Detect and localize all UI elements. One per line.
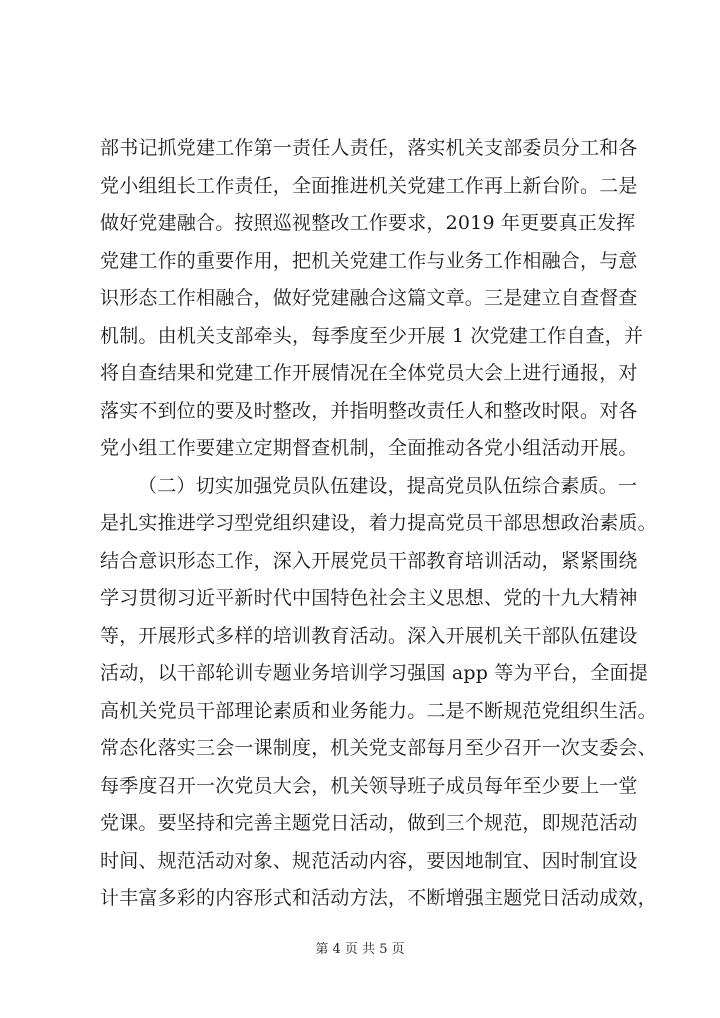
text-line: 部书记抓党建工作第一责任人责任，落实机关支部委员分工和各 <box>100 137 638 159</box>
text-line: 是扎实推进学习型党组织建设，着力提高党员干部思想政治素质。 <box>100 512 657 534</box>
text-line: 计丰富多彩的内容形式和活动方法，不断增强主题党日活动成效， <box>100 887 657 909</box>
text-line: 党小组工作要建立定期督查机制，全面推动各党小组活动开展。 <box>100 437 638 459</box>
text-line: 落实不到位的要及时整改，并指明整改责任人和整改时限。对各 <box>100 399 638 422</box>
text-line: 党小组组长工作责任，全面推进机关党建工作再上新台阶。二是 <box>100 174 638 197</box>
page-number: 第 4 页 共 5 页 <box>315 942 405 957</box>
text-line: 每季度召开一次党员大会，机关领导班子成员每年至少要上一堂 <box>100 774 638 797</box>
text-line: 机制。由机关支部牵头，每季度至少开展 1 次党建工作自查，并 <box>100 324 644 347</box>
text-line: 活动，以干部轮训专题业务培训学习强国 app 等为平台，全面提 <box>100 662 648 684</box>
text-line: 做好党建融合。按照巡视整改工作要求，2019 年更要真正发挥 <box>100 212 636 234</box>
text-line: 识形态工作相融合，做好党建融合这篇文章。三是建立自查督查 <box>100 287 638 309</box>
text-line: 学习贯彻习近平新时代中国特色社会主义思想、党的十九大精神 <box>100 587 638 609</box>
text-line: 党建工作的重要作用，把机关党建工作与业务工作相融合，与意 <box>100 249 638 272</box>
section-heading-line: （二）切实加强党员队伍建设，提高党员队伍综合素质。一 <box>138 474 638 497</box>
text-line: 党课。要坚持和完善主题党日活动，做到三个规范，即规范活动 <box>100 812 638 834</box>
text-line: 高机关党员干部理论素质和业务能力。二是不断规范党组织生活。 <box>100 699 657 722</box>
text-line: 时间、规范活动对象、规范活动内容，要因地制宜、因时制宜设 <box>100 849 638 872</box>
text-line: 常态化落实三会一课制度，机关党支部每月至少召开一次支委会、 <box>100 737 657 759</box>
text-line: 等，开展形式多样的培训教育活动。深入开展机关干部队伍建设 <box>100 624 638 647</box>
body-text <box>100 130 660 918</box>
text-line: 将自查结果和党建工作开展情况在全体党员大会上进行通报，对 <box>100 362 638 384</box>
text-line: 结合意识形态工作，深入开展党员干部教育培训活动，紧紧围绕 <box>100 549 638 572</box>
